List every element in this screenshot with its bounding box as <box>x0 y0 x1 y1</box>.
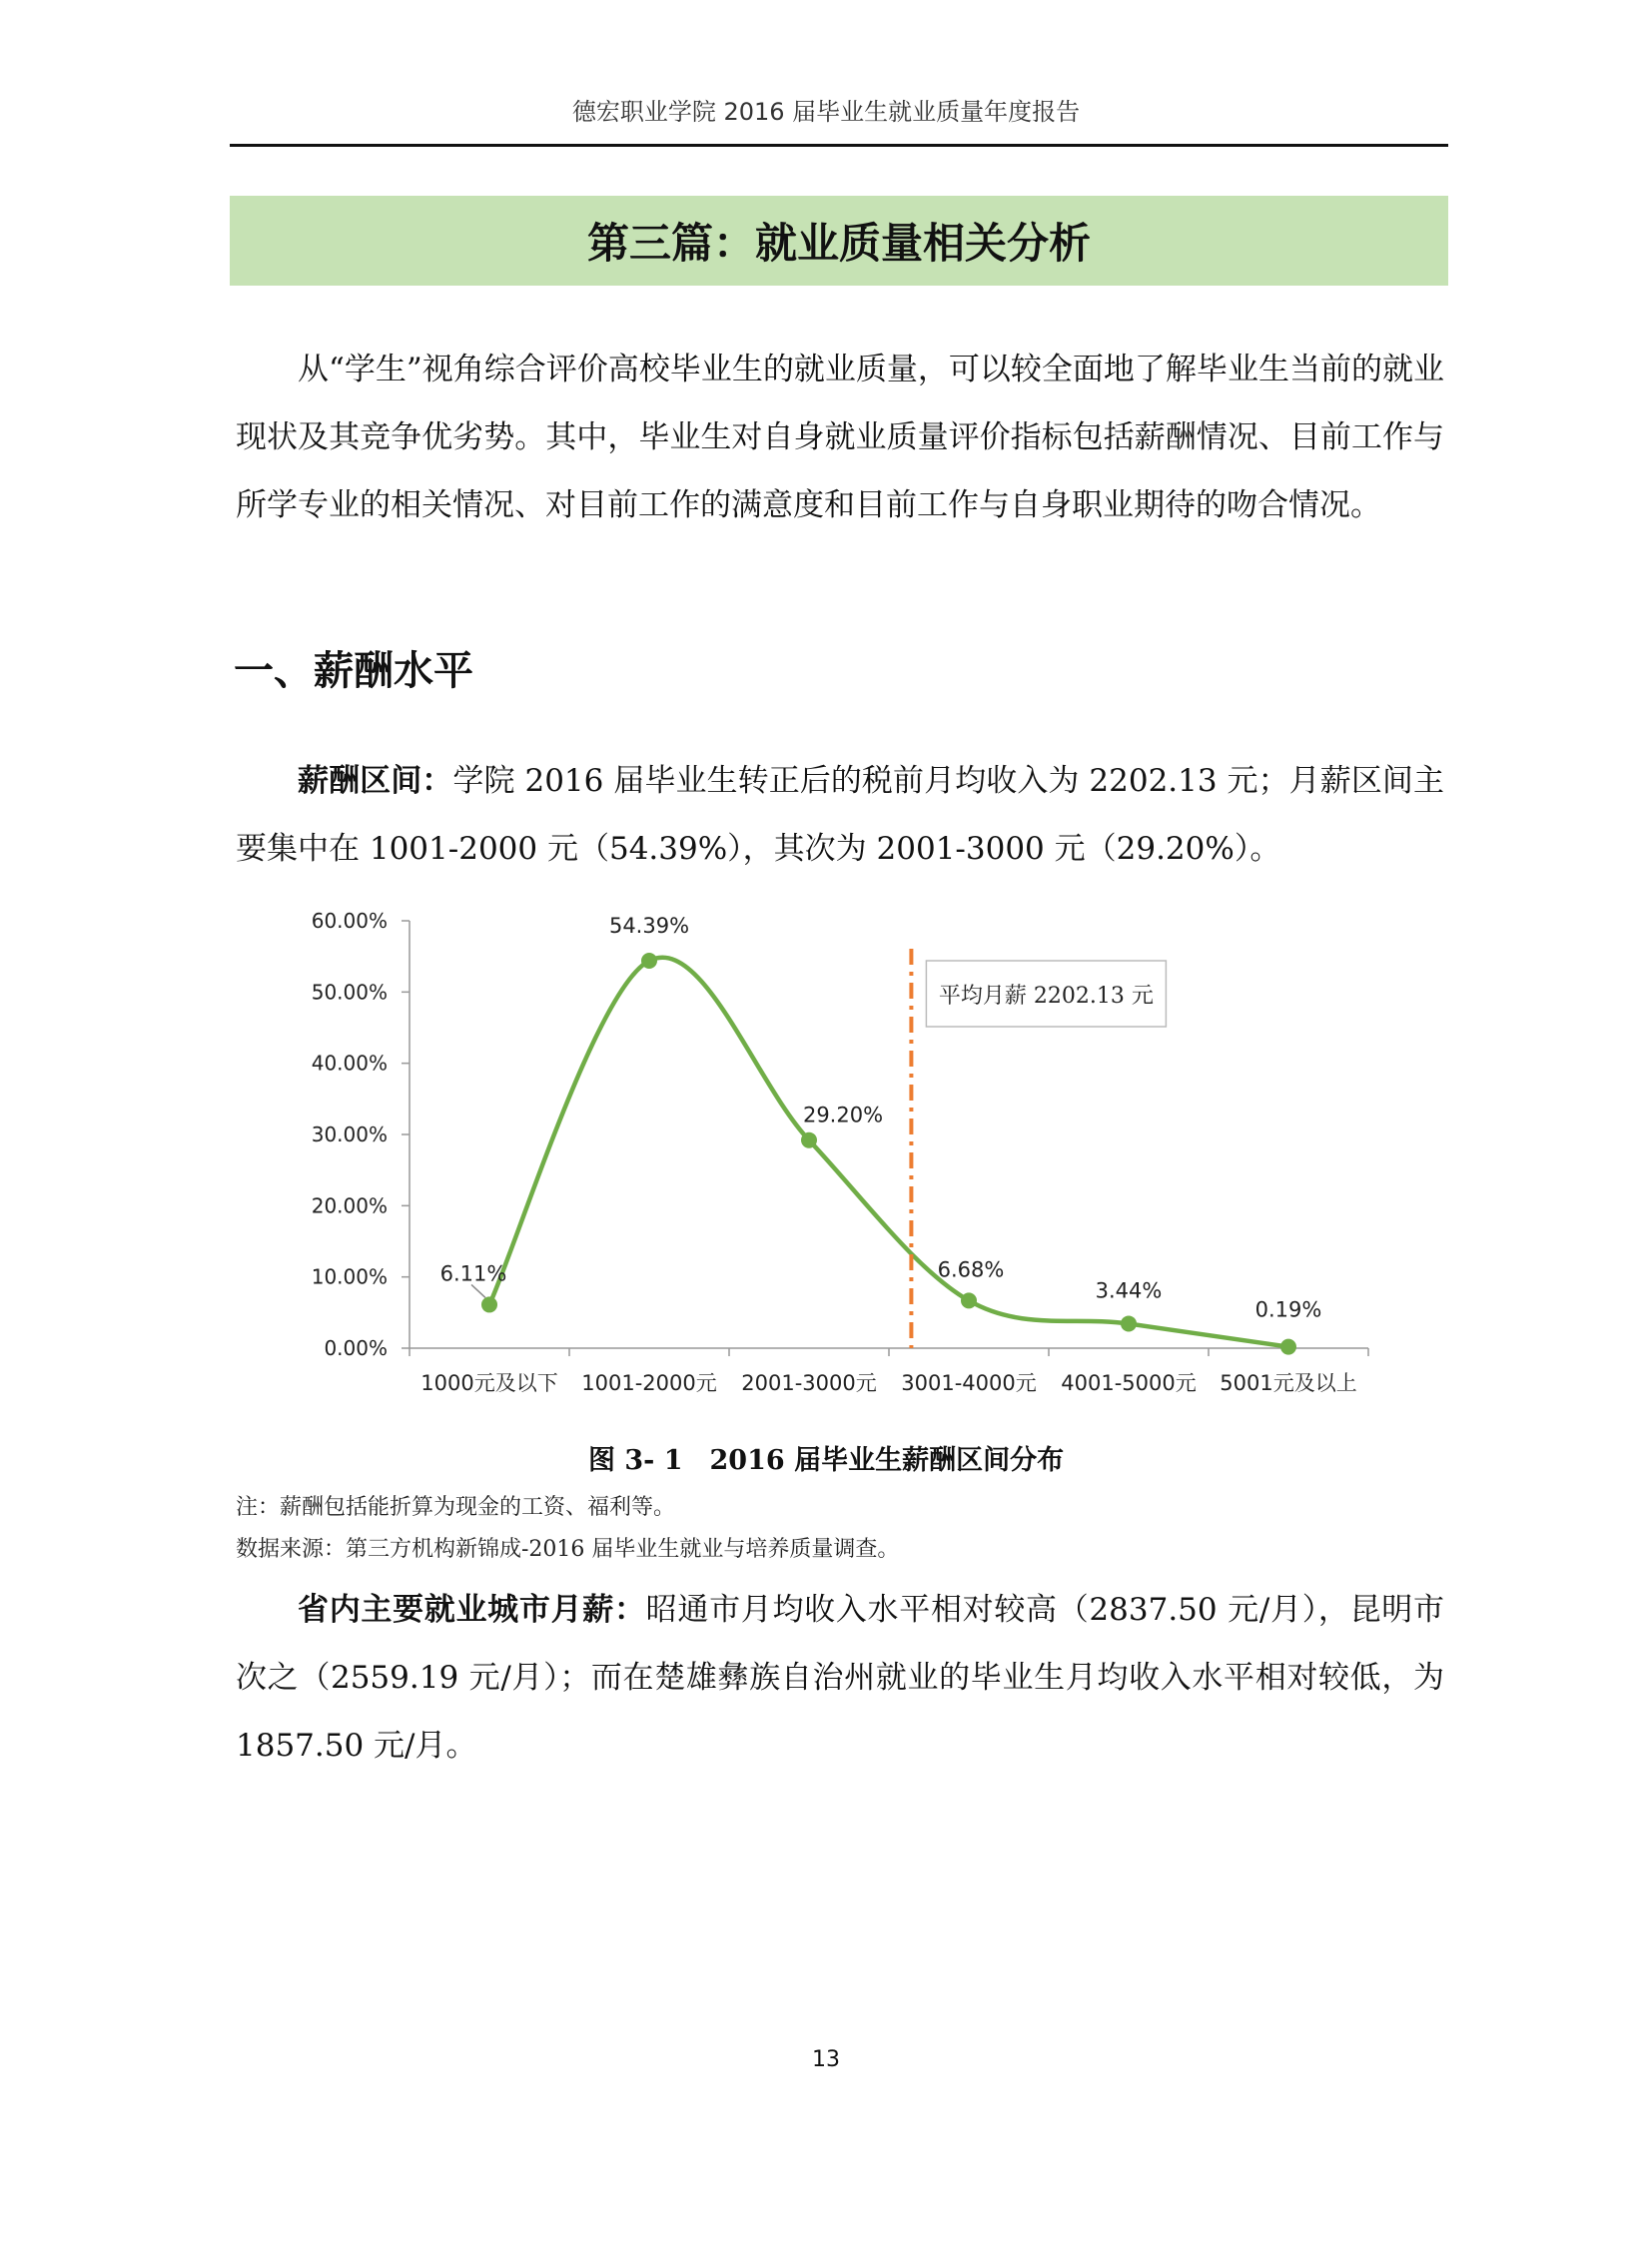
y-tick-label: 30.00% <box>311 1122 388 1146</box>
city-salary-lead: 省内主要就业城市月薪： <box>298 1592 646 1628</box>
x-tick-label: 1001-2000元 <box>581 1371 717 1395</box>
x-tick-label: 3001-4000元 <box>901 1371 1037 1395</box>
data-label: 6.68% <box>937 1257 1005 1282</box>
x-tick-label: 2001-3000元 <box>741 1371 877 1395</box>
section-heading: 一、薪酬水平 <box>234 648 473 694</box>
label-leader-line <box>471 1284 485 1297</box>
intro-paragraph <box>236 336 1444 539</box>
data-point <box>481 1296 497 1312</box>
x-tick-label: 1000元及以下 <box>420 1371 558 1395</box>
city-salary-text: 昭通市月均收入水平相对较高（2837.50 元/月），昆明市次之（2559.19 元/月）；而在楚雄彝族自治州就业的毕业生月均收入水平相对较低，为 1857.50 元/月。 <box>236 1592 1444 1764</box>
data-point <box>801 1132 817 1148</box>
y-tick-label: 0.00% <box>324 1336 388 1360</box>
page-number: 13 <box>812 2047 840 2072</box>
intro-text: 从“学生”视角综合评价高校毕业生的就业质量，可以较全面地了解毕业生当前的就业现状及其竞争优劣势。其中，毕业生对自身就业质量评价指标包括薪酬情况、目前工作与所学专业的相关情况、对目前工作的满意度和目前工作与自身职业期待的吻合情况。 <box>236 352 1444 523</box>
data-point <box>641 953 657 969</box>
salary-range-lead: 薪酬区间： <box>298 763 453 799</box>
annotation-text: 平均月薪 2202.13 元 <box>938 984 1154 1009</box>
data-label: 3.44% <box>1095 1278 1163 1303</box>
salary-chart-svg <box>230 889 1408 1408</box>
page-header: 德宏职业学院 2016 届毕业生就业质量年度报告 <box>571 98 1081 126</box>
figure-caption: 图 3- 1 2016 届毕业生薪酬区间分布 <box>587 1445 1065 1476</box>
data-point <box>1280 1339 1296 1355</box>
series-line <box>489 958 1288 1347</box>
y-tick-label: 50.00% <box>311 980 388 1005</box>
chapter-banner <box>230 196 1448 286</box>
header-rule <box>230 144 1448 147</box>
data-point <box>1121 1315 1137 1331</box>
salary-range-text: 学院 2016 届毕业生转正后的税前月均收入为 2202.13 元；月薪区间主要集中在 1001-2000 元（54.39%），其次为 2001-3000 元（29.20%）。 <box>236 763 1444 867</box>
data-label: 29.20% <box>802 1103 884 1127</box>
city-salary-paragraph <box>236 1576 1444 1780</box>
chapter-title: 第三篇：就业质量相关分析 <box>586 219 1091 268</box>
data-label: 0.19% <box>1254 1297 1322 1322</box>
data-point <box>961 1292 977 1308</box>
figure-note: 注：薪酬包括能折算为现金的工资、福利等。 <box>236 1495 676 1520</box>
y-tick-label: 10.00% <box>311 1264 388 1289</box>
salary-chart <box>230 889 1408 1408</box>
salary-range-paragraph <box>236 747 1444 883</box>
figure-source: 数据来源：第三方机构新锦成-2016 届毕业生就业与培养质量调查。 <box>236 1537 900 1562</box>
x-tick-label: 5001元及以上 <box>1220 1371 1357 1395</box>
data-label: 6.11% <box>439 1261 507 1286</box>
y-tick-label: 20.00% <box>311 1193 388 1218</box>
y-tick-label: 60.00% <box>311 909 388 933</box>
data-label: 54.39% <box>608 914 690 939</box>
x-tick-label: 4001-5000元 <box>1061 1371 1197 1395</box>
y-tick-label: 40.00% <box>311 1051 388 1076</box>
